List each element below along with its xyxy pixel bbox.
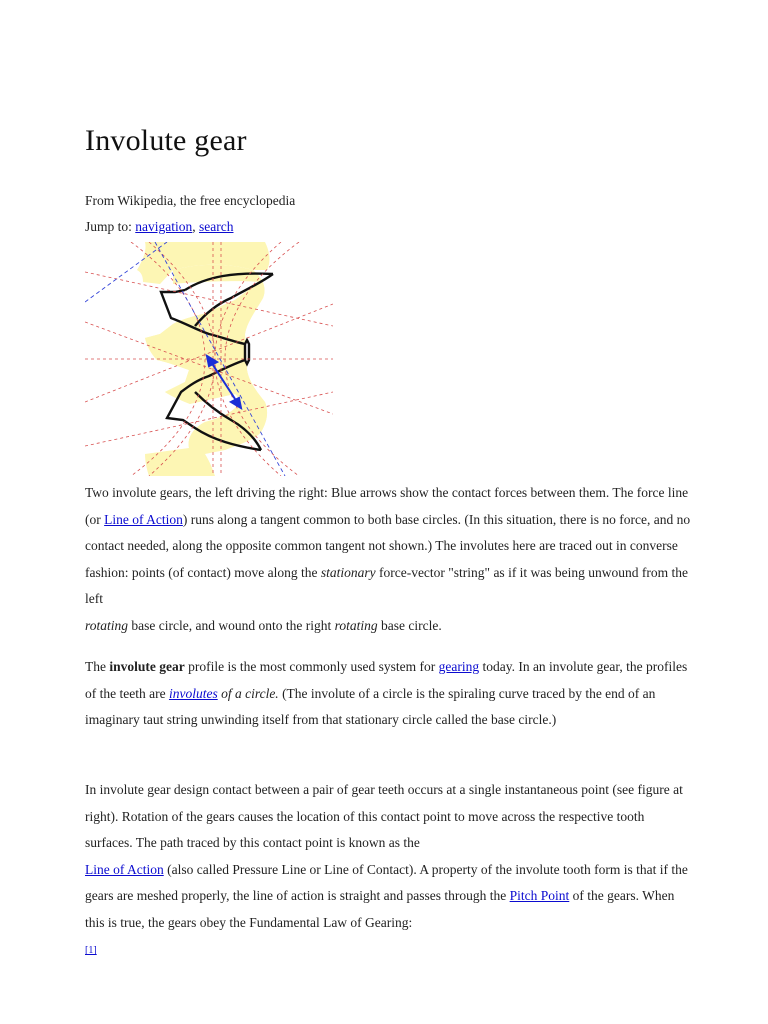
site-subtitle: From Wikipedia, the free encyclopedia: [85, 193, 296, 208]
pitch-point-link[interactable]: Pitch Point: [509, 888, 570, 903]
line-of-action-link-2[interactable]: Line of Action: [85, 861, 164, 877]
caption-text-5: base circle.: [377, 617, 442, 633]
search-link[interactable]: search: [199, 219, 234, 234]
involute-gears-illustration: [85, 242, 333, 476]
contact-text-2: (also called Pressure Line or Line of Contact). A property of the involute tooth form is that if the gears are meshed properly, the line of action is straight and passes through the: [85, 861, 688, 903]
contact-paragraph: [85, 777, 695, 965]
intro-text-1: The: [85, 659, 110, 674]
caption-text-2: ) runs along a tangent common to both base circles. (In this situation, there is no force, and no contact needed, along the opposite common tangent not shown.) The involutes here are traced out in converse fashion: points (of contact) move along the: [85, 511, 691, 580]
line-of-action-link[interactable]: Line of Action: [104, 511, 183, 527]
involutes-link-text: involutes: [168, 685, 218, 701]
caption-text-4: base circle, and wound onto the right: [128, 617, 335, 633]
jump-to-links: [85, 219, 234, 235]
jump-to-separator: ,: [192, 219, 200, 234]
intro-text-4: (The involute of a circle is the spiraling curve traced by the end of an imaginary taut string unwinding itself from that stationary circle called the base circle.): [85, 685, 656, 727]
caption-text-3: force-vector "string" as if it was being unwound from the left: [85, 564, 689, 606]
figure-caption: [85, 480, 695, 639]
contact-text-3: of the gears. When this is true, the gears obey the Fundamental Law of Gearing:: [85, 888, 675, 930]
involutes-link[interactable]: [169, 686, 218, 701]
intro-bold-term: involute gear: [109, 659, 185, 674]
caption-emphasis-stationary: stationary: [320, 564, 376, 580]
navigation-link[interactable]: navigation: [135, 219, 193, 234]
jump-to-label: Jump to:: [85, 219, 136, 234]
intro-text-2: profile is the most commonly used system for: [184, 659, 439, 674]
intro-paragraph: [85, 654, 695, 734]
intro-emphasis-circle: of a circle.: [217, 685, 279, 701]
page-title: Involute gear: [85, 124, 247, 157]
reference-link-1[interactable]: [1]: [85, 945, 97, 956]
caption-emphasis-rotating-1: rotating: [85, 617, 129, 633]
intro-text-3: today. In an involute gear, the profiles of the teeth are: [85, 659, 688, 701]
involute-gears-figure: [85, 242, 333, 476]
caption-text-1: Two involute gears, the left driving the right: Blue arrows show the contact forces between them. The force line (or: [85, 485, 689, 527]
gearing-link[interactable]: gearing: [438, 659, 480, 674]
caption-emphasis-rotating-2: rotating: [334, 617, 378, 633]
contact-text-1: In involute gear design contact between a pair of gear teeth occurs at a single instantaneous point (see figure at right). Rotation of the gears causes the location of this contact point to move across the respective tooth surfaces. The path traced by this contact point is known as the: [85, 782, 683, 850]
